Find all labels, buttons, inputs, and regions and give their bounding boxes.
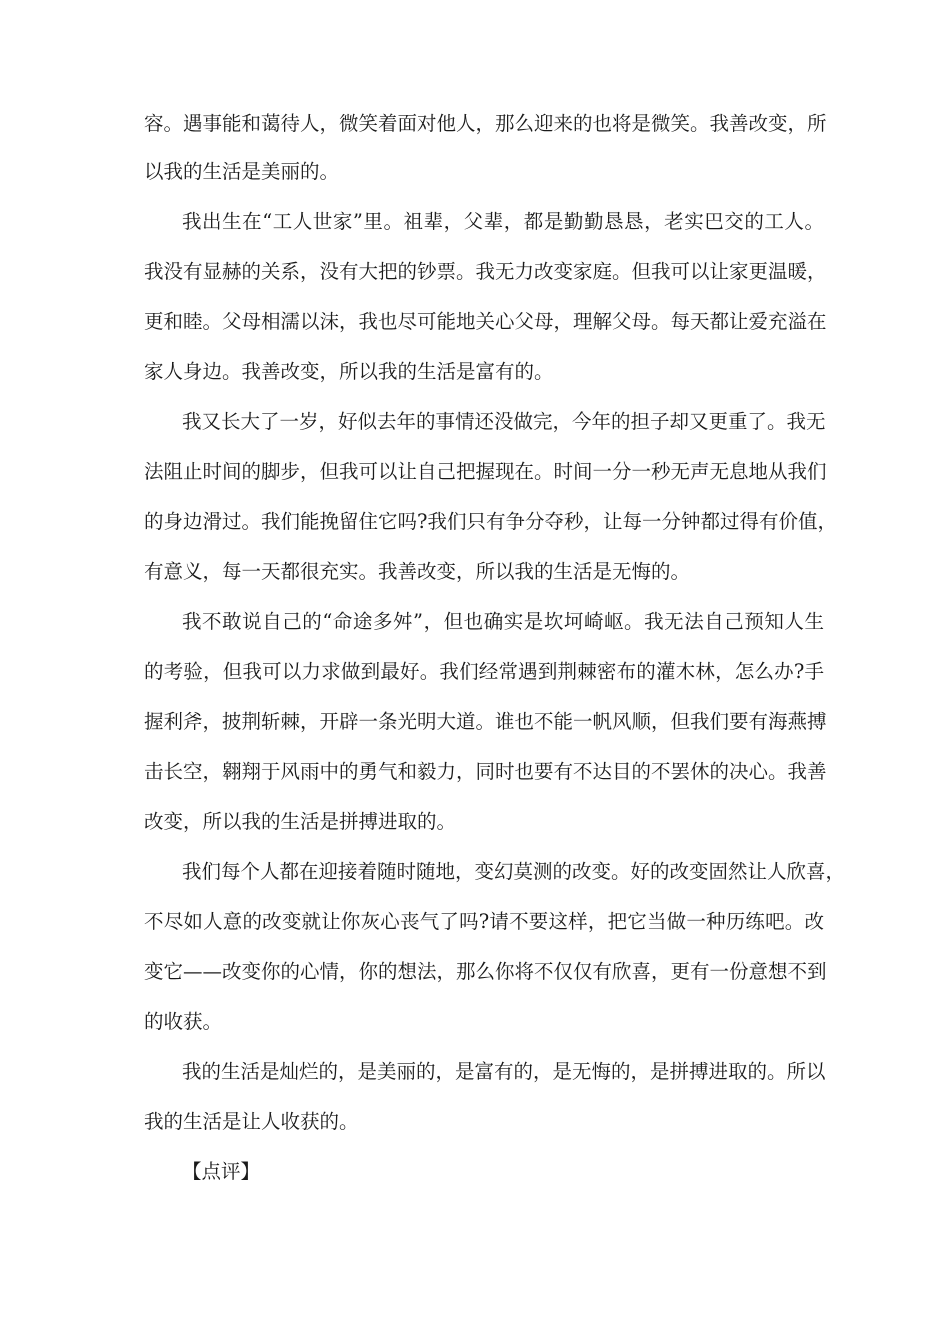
paragraph-line: 的身边滑过。我们能挽留住它吗?我们只有争分夺秒，让每一分钟都过得有价值， <box>144 510 837 533</box>
paragraph-line: 我的生活是让人收获的。 <box>144 1110 359 1133</box>
paragraph-line: 家人身边。我善改变，所以我的生活是富有的。 <box>144 360 554 383</box>
paragraph-line: 握利斧，披荆斩棘，开辟一条光明大道。谁也不能一帆风顺，但我们要有海燕搏 <box>144 710 827 733</box>
paragraph-line: 的收获。 <box>144 1010 223 1033</box>
paragraph-line: 有意义，每一天都很充实。我善改变，所以我的生活是无悔的。 <box>144 560 691 583</box>
paragraph-line: 容。遇事能和蔼待人，微笑着面对他人，那么迎来的也将是微笑。我善改变，所 <box>144 112 827 135</box>
paragraph-line: 以我的生活是美丽的。 <box>144 160 340 183</box>
paragraph-line: 我没有显赫的关系，没有大把的钞票。我无力改变家庭。但我可以让家更温暖， <box>144 260 827 283</box>
paragraph-line: 法阻止时间的脚步，但我可以让自己把握现在。时间一分一秒无声无息地从我们 <box>144 460 827 483</box>
paragraph-line: 的考验，但我可以力求做到最好。我们经常遇到荆棘密布的灌木林，怎么办?手 <box>144 660 824 683</box>
paragraph-line: 我出生在“工人世家”里。祖辈，父辈，都是勤勤恳恳，老实巴交的工人。 <box>182 210 824 233</box>
paragraph-line: 更和睦。父母相濡以沫，我也尽可能地关心父母，理解父母。每天都让爱充溢在 <box>144 310 827 333</box>
paragraph-line: 我又长大了一岁，好似去年的事情还没做完，今年的担子却又更重了。我无 <box>182 410 826 433</box>
paragraph-line: 我们每个人都在迎接着随时随地，变幻莫测的改变。好的改变固然让人欣喜， <box>182 860 846 883</box>
paragraph-line: 我的生活是灿烂的，是美丽的，是富有的，是无悔的，是拼搏进取的。所以 <box>182 1060 826 1083</box>
paragraph-line: 我不敢说自己的“命途多舛”，但也确实是坎坷崎岖。我无法自己预知人生 <box>182 610 824 633</box>
paragraph-line: 击长空，翱翔于风雨中的勇气和毅力，同时也要有不达目的不罢休的决心。我善 <box>144 760 827 783</box>
section-heading-comment: 【点评】 <box>182 1160 261 1183</box>
paragraph-line: 改变，所以我的生活是拼搏进取的。 <box>144 810 457 833</box>
paragraph-line: 不尽如人意的改变就让你灰心丧气了吗?请不要这样，把它当做一种历练吧。改 <box>144 910 824 933</box>
paragraph-line: 变它——改变你的心情，你的想法，那么你将不仅仅有欣喜，更有一份意想不到 <box>144 960 827 983</box>
